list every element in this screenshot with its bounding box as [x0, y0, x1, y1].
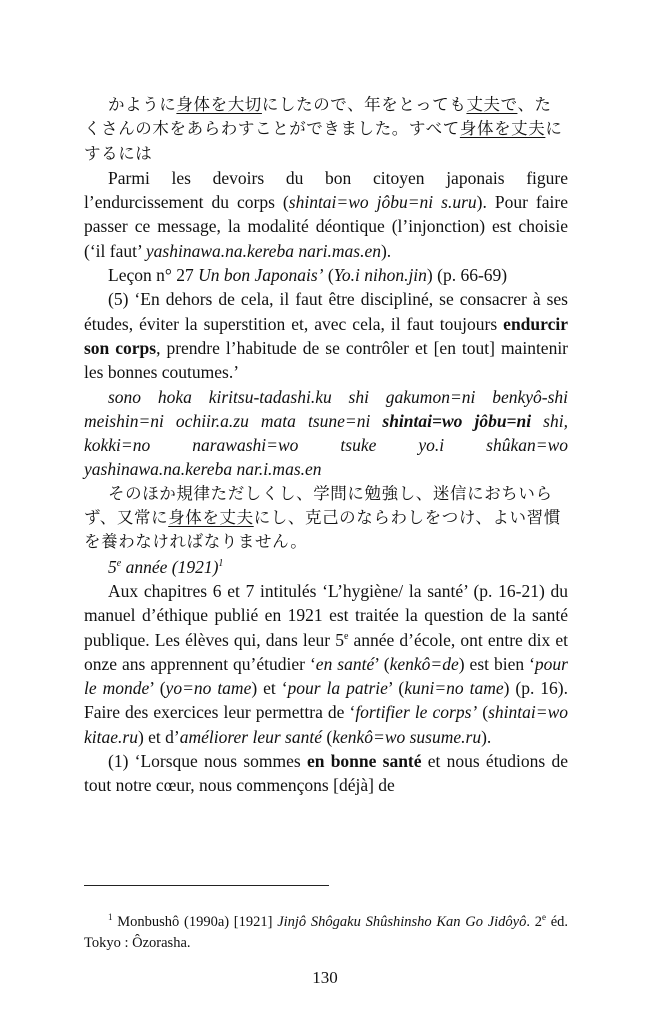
- text-run: そのほか規律ただしくし、学問に勉強し、迷信におちいらず、又常に: [84, 483, 553, 528]
- text-run: ) (p. 16). Faire des exercices leur permettra de ‘: [84, 678, 569, 723]
- text-run: ’ (: [387, 678, 405, 699]
- italic-text: Yo.i nihon.jin: [333, 265, 427, 286]
- text-run: ’ (: [374, 653, 390, 674]
- page-number: 130: [312, 968, 338, 987]
- text-run: Parmi les devoirs du bon citoyen japonais figure l’endurcissement du corps (: [84, 167, 568, 213]
- italic-text: en santé: [315, 653, 375, 674]
- italic-text: fortifier le corps’: [355, 702, 478, 723]
- text-run: (: [477, 702, 489, 723]
- superscript: e: [541, 911, 546, 922]
- bold-text: endurcir son corps: [84, 313, 568, 358]
- text-run: année d’école, ont entre dix et onze ans apprennent qu’étudier ‘: [84, 629, 568, 674]
- text-run: ’ (: [149, 678, 166, 699]
- text-run: ) et d’: [137, 726, 180, 747]
- italic-text: pour le monde: [84, 653, 568, 699]
- japanese-passage-1: [84, 93, 568, 166]
- text-run: ) et ‘: [251, 678, 288, 699]
- text-run: にしたので、年をとっても: [261, 95, 467, 114]
- underlined-text: 身体を丈夫: [459, 119, 546, 139]
- text-run: sono hoka kiritsu-tadashi.ku shi gakumon=ni benkyô-shi meishin=ni ochiir.a.zu mata tsune=ni: [84, 386, 568, 431]
- quote-1-translation: [84, 749, 568, 798]
- italic-text: kenkô=de: [389, 653, 459, 674]
- text-run: かように: [108, 95, 177, 114]
- paragraph-hygiene: [84, 579, 568, 749]
- italic-text: kuni=no tame: [404, 678, 504, 699]
- footnote: [84, 912, 568, 954]
- text-run: ).: [481, 726, 492, 747]
- text-run: ) (p. 66-69): [426, 265, 508, 286]
- text-run: (: [323, 265, 334, 286]
- text-run: ). Pour faire passer ce message, la modalité déontique (l’injonction) est choisie (‘il faut’: [84, 192, 568, 261]
- italic-text: Un bon Japonais’: [198, 265, 324, 286]
- text-run: 5: [108, 556, 117, 577]
- italic-text: kenkô=wo susume.ru: [332, 726, 482, 747]
- text-run: . 2: [526, 913, 542, 930]
- italic-text: Jinjô Shôgaku Shûshinsho Kan Go Jidôyô: [277, 913, 527, 930]
- text-run: Leçon n° 27: [108, 265, 199, 286]
- text-run: にし、克己のならわしをつけ、よい習慣を養わなければなりません。: [84, 508, 561, 552]
- section-heading: [84, 555, 568, 579]
- text-run: Monbushô (1990a) [1921]: [112, 913, 278, 930]
- italic-text: améliorer leur santé: [179, 726, 322, 747]
- text-run: (1) ‘Lorsque nous sommes: [108, 751, 307, 772]
- text-run: 、たくさんの木をあらわすことができました。すべて: [84, 95, 552, 139]
- footnote-divider: [84, 885, 329, 886]
- text-run: et nous étudions de tout notre cœur, nous commençons [déjà] de: [84, 751, 568, 796]
- text-run: ) est bien ‘: [458, 653, 535, 674]
- text-run: にするには: [84, 119, 563, 163]
- footnote-marker: 1: [218, 557, 224, 569]
- text-run: éd. Tokyo : Ôzorasha.: [84, 913, 569, 951]
- superscript: e: [116, 557, 122, 569]
- text-run: (5) ‘En dehors de cela, il faut être discipliné, se consacrer à ses études, éviter la superstition et, avec cela, il faut toujours: [84, 289, 568, 334]
- text-run: , prendre l’habitude de se contrôler et [en tout] maintenir les bonnes coutumes.’: [84, 337, 569, 383]
- superscript: e: [343, 630, 349, 642]
- italic-text: pour la patrie: [287, 678, 388, 699]
- underlined-text: 身体を大切: [176, 95, 262, 114]
- bold-text: en bonne santé: [306, 751, 422, 772]
- underlined-text: 身体を丈夫: [168, 508, 254, 528]
- quote-5-romanization: [84, 385, 568, 482]
- paragraph-endurcissement: [84, 166, 568, 263]
- underlined-text: 丈夫で: [466, 95, 518, 114]
- italic-text: yo=no tame: [165, 678, 252, 699]
- bold-text: shintai=wo jôbu=ni: [382, 410, 532, 431]
- text-run: Aux chapitres 6 et 7 intitulés ‘L’hygiène/ la santé’ (p. 16-21) du manuel d’éthique publié en 1921 est traitée la question de la santé publique. Les élèves qui, dans leur 5: [84, 580, 568, 650]
- italic-text: shintai=wo kitae.ru: [84, 702, 569, 747]
- text-run: (: [322, 726, 333, 747]
- page-body: [84, 93, 568, 798]
- footnote-number: 1: [108, 911, 113, 922]
- text-run: ).: [380, 240, 392, 261]
- text-run: année (1921): [121, 556, 219, 577]
- lesson-reference: [84, 263, 568, 287]
- text-run: shi, kokki=no narawashi=wo tsuke yo.i shûkan=wo yashinawa.na.kereba nar.i.mas.en: [84, 410, 568, 480]
- italic-text: yashinawa.na.kereba nari.mas.en: [145, 240, 381, 261]
- quote-5-translation: [84, 287, 568, 384]
- italic-text: shintai=wo jôbu=ni s.uru: [288, 192, 477, 213]
- japanese-passage-2: [84, 482, 568, 555]
